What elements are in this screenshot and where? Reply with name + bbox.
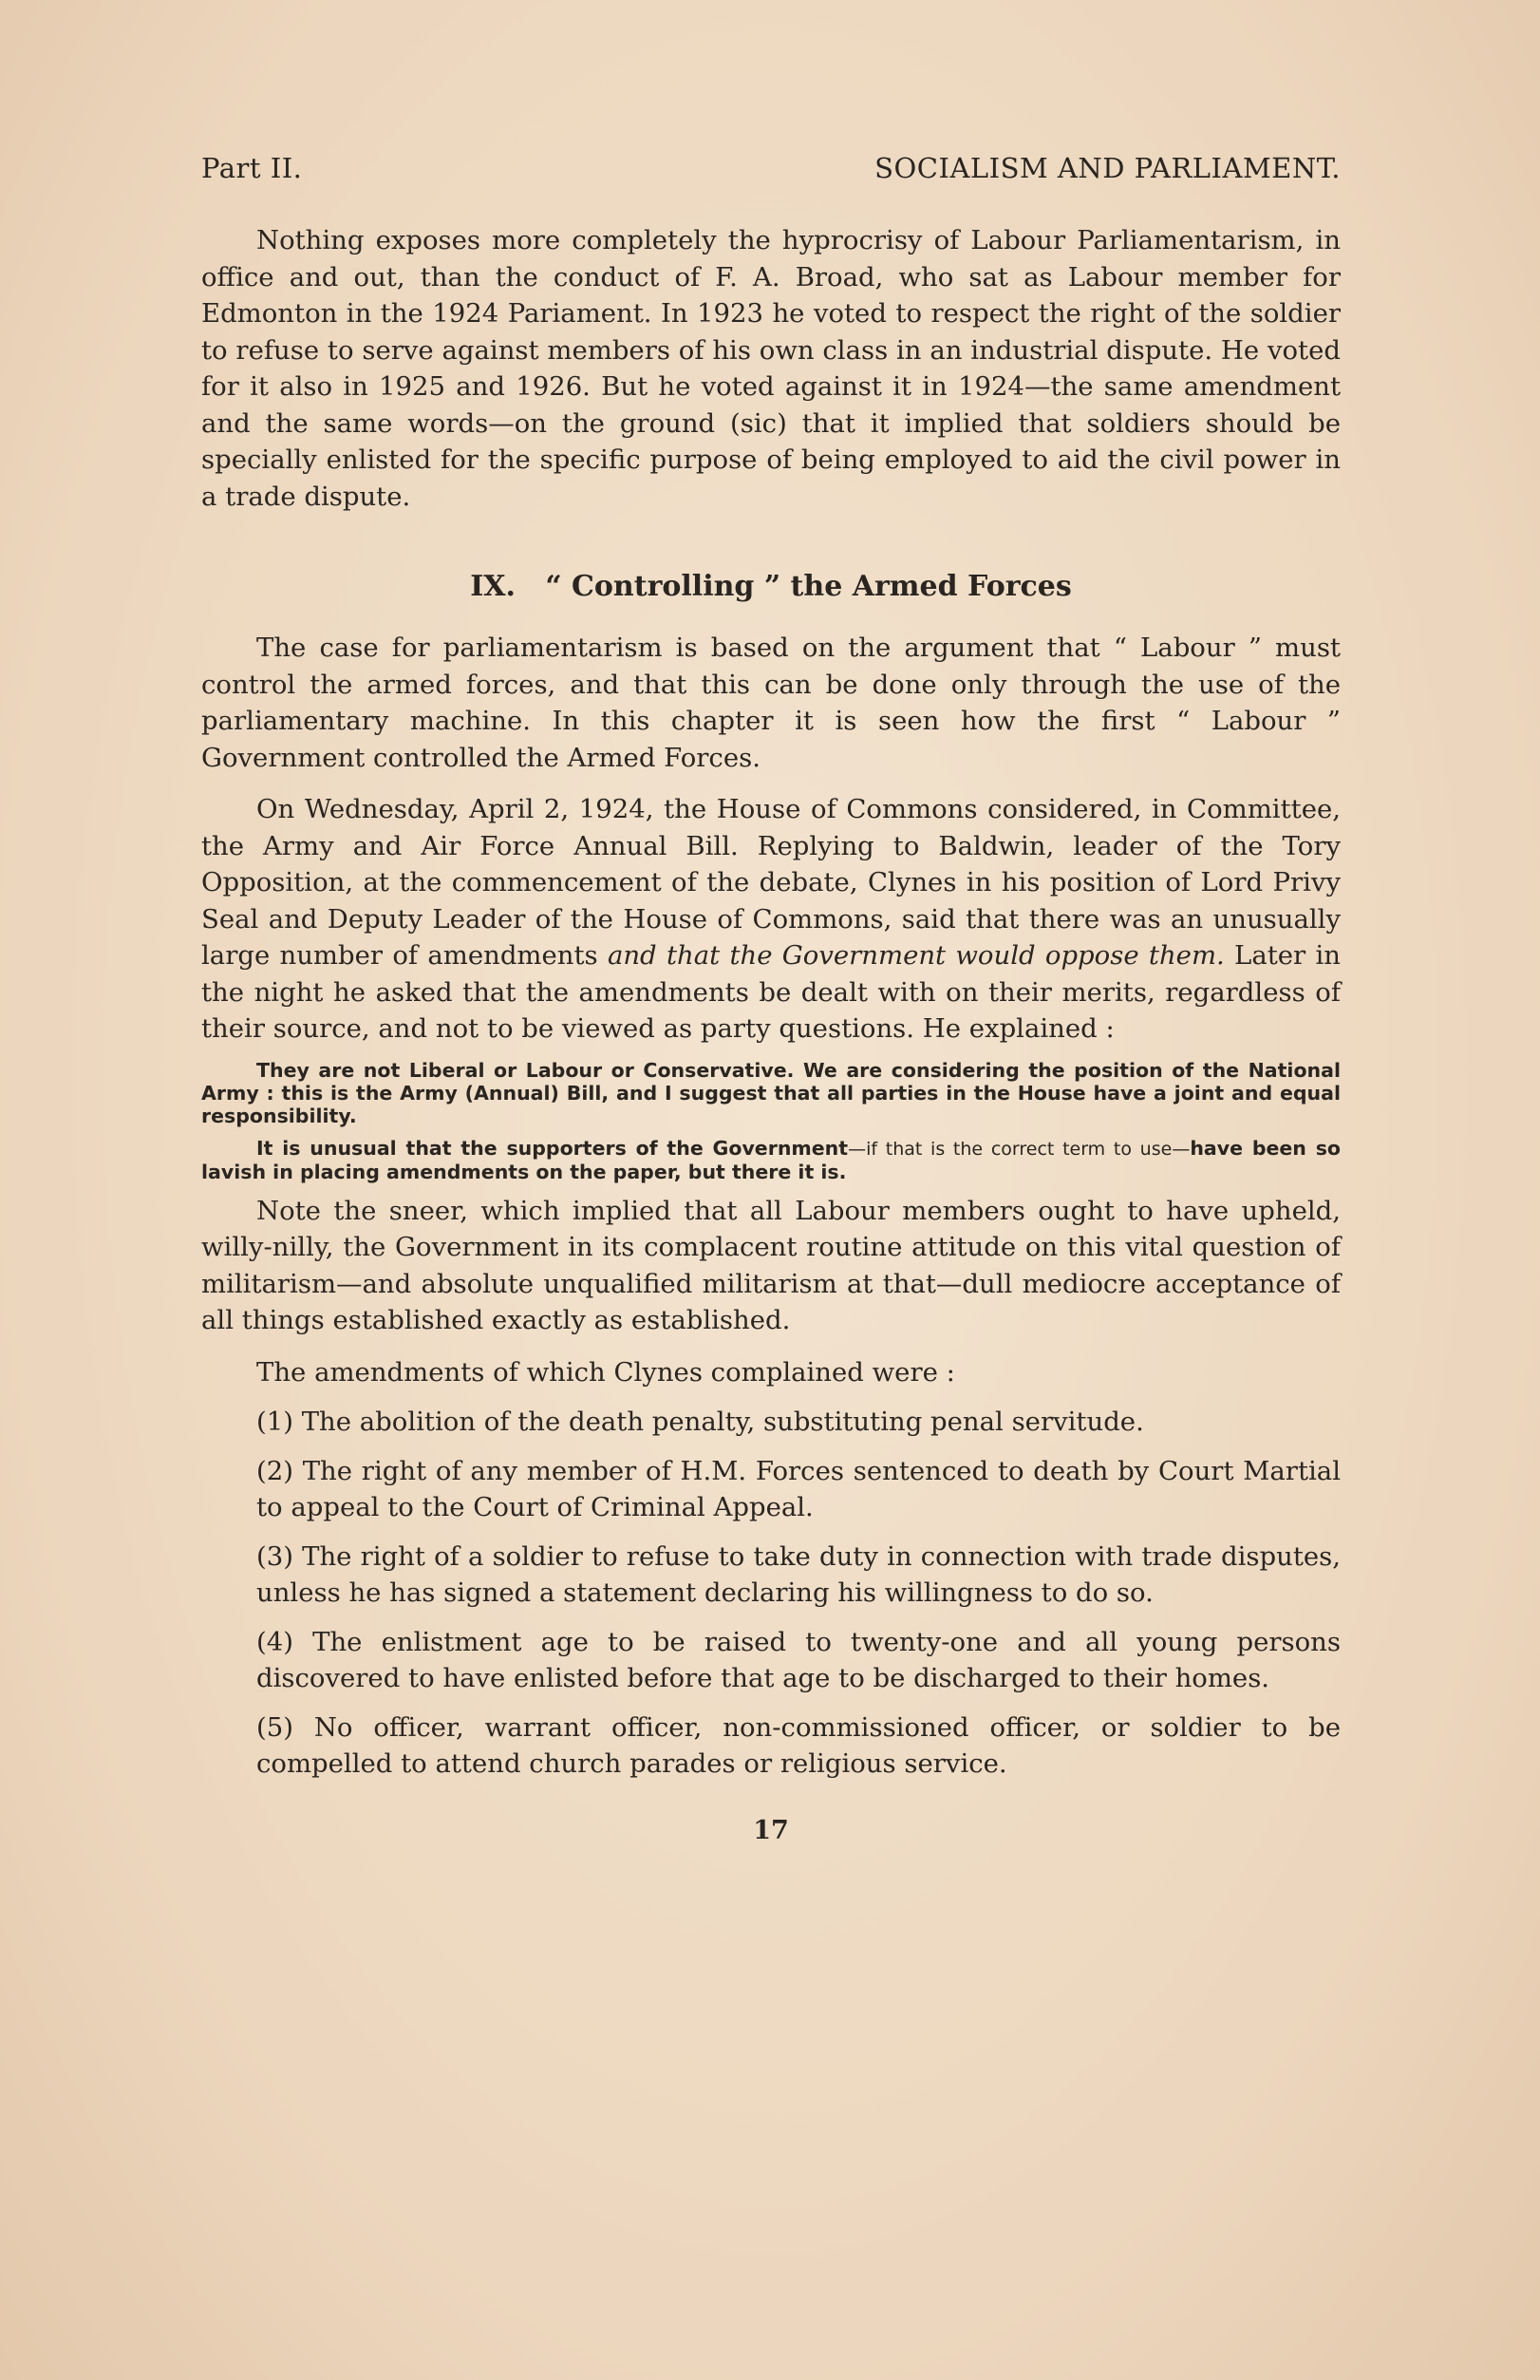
section-number: IX. xyxy=(470,570,516,603)
amendments-list xyxy=(201,1404,1341,1782)
intro-paragraph: Nothing exposes more completely the hyprocrisy of Labour Parliamentarism, in office and out, than the conduct of F. A. Broad, who sat as Labour member for Edmonton in the 1924 Pariament. In 1923 he voted to respect the right of the soldier to refuse to serve against members of his own class in an industrial dispute. He voted for it also in 1925 and 1926. But he voted against it in 1924—the same amendment and the same words—on the ground (sic) that it implied that soldiers should be specially enlisted for the specific purpose of being employed to aid the civil power in a trade dispute. xyxy=(201,225,1341,512)
wednesday-italic: and that the Government would oppose them. xyxy=(607,940,1225,971)
list-item: (4) The enlistment age to be raised to twenty-one and all young persons discovered to have enlisted before that age to be discharged to their homes. xyxy=(256,1627,1341,1693)
part-label: Part II. xyxy=(201,152,303,184)
sneer-paragraph: Note the sneer, which implied that all Labour members ought to have upheld, willy-nilly, the Government in its complacent routine attitude on this vital question of militarism—and absolute unqualified militarism at that—dull mediocre acceptance of all things established exactly as established. xyxy=(201,1195,1341,1335)
list-item: (2) The right of any member of H.M. Forces sentenced to death by Court Martial to appeal to the Court of Criminal Appeal. xyxy=(256,1456,1341,1522)
quote-2-text-2: have been so lavish in placing amendments on the paper, but there it is. xyxy=(201,1136,1341,1183)
quote-block-2 xyxy=(201,1137,1341,1183)
list-item: (3) The right of a soldier to refuse to take duty in connection with trade disputes, unless he has signed a statement declaring his willingness to do so. xyxy=(256,1541,1341,1608)
quote-block-1: They are not Liberal or Labour or Conservative. We are considering the position of the National Army : this is the Army (Annual) Bill, and I suggest that all parties in the House have a joint and equal responsibility. xyxy=(201,1058,1341,1127)
quote-2-text-1: It is unusual that the supporters of the Government xyxy=(256,1136,849,1160)
section-title: “ Controlling ” the Armed Forces xyxy=(545,570,1072,603)
page xyxy=(201,152,1341,1845)
wednesday-text-2: Later in the night he asked that the amendments be dealt with on their merits, regardless of their source, and not to be viewed as party questions. He explained : xyxy=(201,940,1341,1044)
running-head xyxy=(201,152,1341,184)
running-title: SOCIALISM AND PARLIAMENT. xyxy=(874,152,1341,184)
list-item: (1) The abolition of the death penalty, substituting penal servitude. xyxy=(256,1407,1144,1437)
list-item: (5) No officer, warrant officer, non-commissioned officer, or soldier to be compelled to attend church parades or religious service. xyxy=(256,1712,1341,1779)
amendments-intro: The amendments of which Clynes complained were : xyxy=(256,1356,955,1388)
wednesday-text-1: On Wednesday, April 2, 1924, the House of Commons considered, in Committee, the Army and Air Force Annual Bill. Replying to Baldwin, leader of the Tory Opposition, at the commencement of the debate, Clynes in his position of Lord Privy Seal and Deputy Leader of the House of Commons, said that there was an unusually large number of amendments xyxy=(201,794,1341,971)
wednesday-paragraph xyxy=(201,791,1341,1048)
page-number: 17 xyxy=(753,1816,789,1845)
section-heading xyxy=(201,570,1341,603)
case-paragraph: The case for parliamentarism is based on the argument that “ Labour ” must control the armed forces, and that this can be done only through the use of the parliamentary machine. In this chapter it is seen how the first “ Labour ” Government controlled the Armed Forces. xyxy=(201,633,1341,773)
quote-2-aside: —if that is the correct term to use— xyxy=(848,1138,1191,1160)
